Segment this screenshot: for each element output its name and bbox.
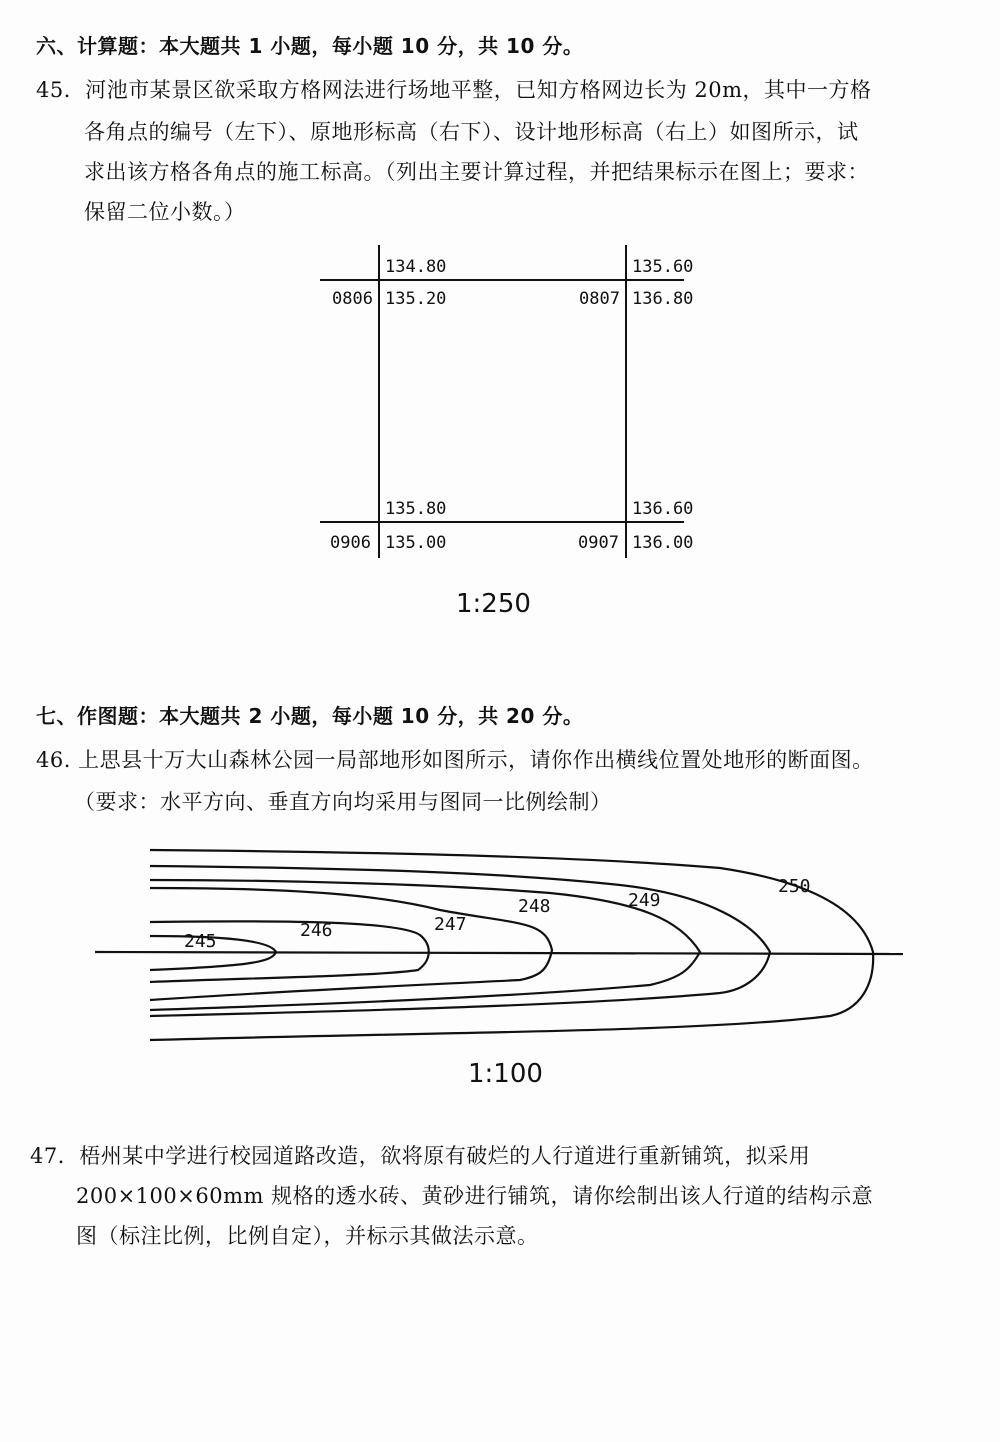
contour-label-247: 247	[434, 914, 467, 935]
q46-line-2: （要求：水平方向、垂直方向均采用与图同一比例绘制）	[74, 790, 612, 814]
section-6-heading: 六、计算题：本大题共 1 小题，每小题 10 分，共 10 分。	[36, 34, 584, 58]
contour-label-248: 248	[518, 896, 551, 917]
q47-line-2: 200×100×60mm 规格的透水砖、黄砂进行铺筑，请你绘制出该人行道的结构示意	[76, 1184, 874, 1208]
design-0906: 135.80	[385, 499, 447, 519]
q47-line-3: 图（标注比例，比例自定），并标示其做法示意。	[76, 1224, 539, 1248]
original-0907: 136.00	[632, 533, 694, 553]
q45-line-3: 求出该方格各角点的施工标高。（列出主要计算过程，并把结果标示在图上；要求：	[84, 160, 869, 184]
section-7-heading: 七、作图题：本大题共 2 小题，每小题 10 分，共 20 分。	[36, 704, 584, 728]
q47-line-1: 47．梧州某中学进行校园道路改造，欲将原有破烂的人行道进行重新铺筑，拟采用	[30, 1144, 811, 1168]
design-0907: 136.60	[632, 499, 694, 519]
contour-248	[150, 880, 700, 1010]
contour-scale: 1:100	[468, 1059, 543, 1089]
q45-line-4: 保留二位小数。）	[84, 200, 246, 224]
q45-line-2: 各角点的编号（左下）、原地形标高（右下）、设计地形标高（右上）如图所示，试	[84, 120, 859, 144]
id-0907: 0907	[578, 533, 619, 553]
q45-line-1: 45．河池市某景区欲采取方格网法进行场地平整，已知方格网边长为 20m，其中一方格	[36, 78, 872, 102]
original-0807: 136.80	[632, 289, 694, 309]
id-0806: 0806	[332, 289, 373, 309]
grid-diagram	[320, 245, 684, 558]
original-0806: 135.20	[385, 289, 447, 309]
design-0807: 135.60	[632, 257, 694, 277]
contour-label-250: 250	[778, 876, 811, 897]
q46-line-1: 46. 上思县十万大山森林公园一局部地形如图所示，请你作出横线位置处地形的断面图。	[36, 748, 874, 772]
section-line	[95, 952, 903, 954]
id-0906: 0906	[330, 533, 371, 553]
original-0906: 135.00	[385, 533, 447, 553]
contour-label-249: 249	[628, 890, 661, 911]
id-0807: 0807	[579, 289, 620, 309]
grid-scale: 1:250	[456, 589, 531, 619]
design-0806: 134.80	[385, 257, 447, 277]
contour-label-245: 245	[184, 931, 217, 952]
contour-label-246: 246	[300, 920, 333, 941]
